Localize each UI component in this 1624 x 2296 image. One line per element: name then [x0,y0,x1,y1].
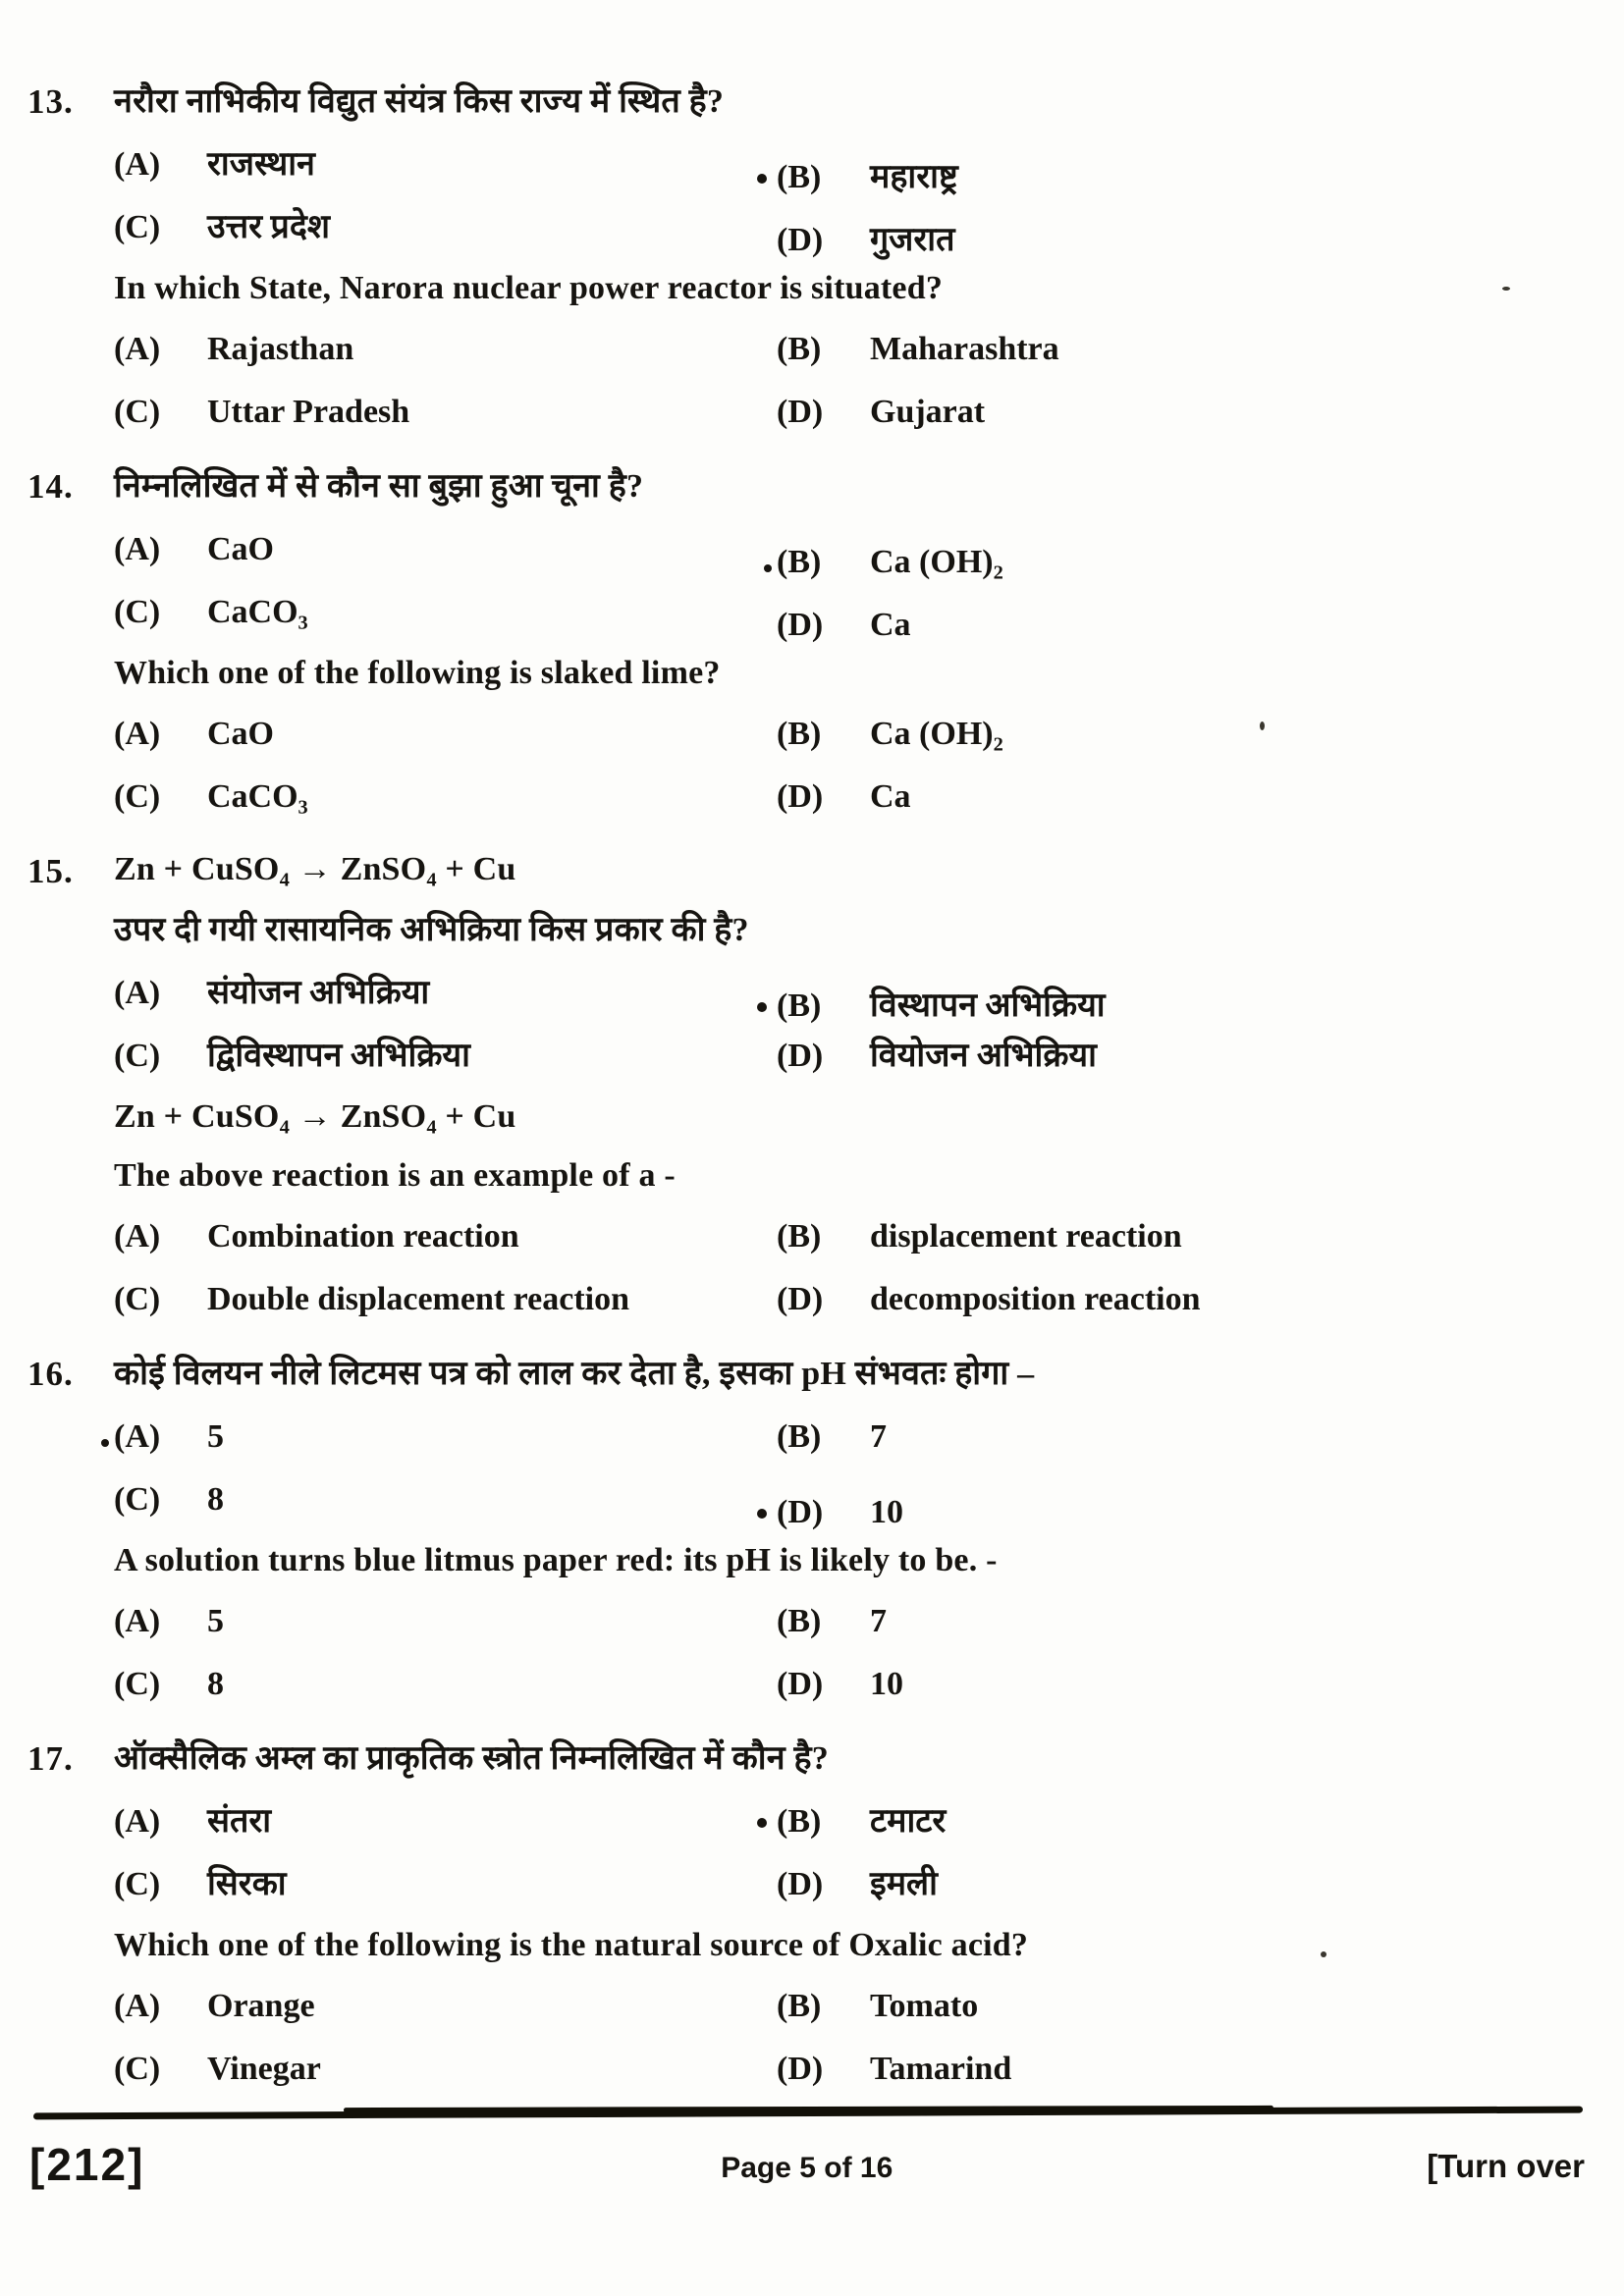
option-label: (C) [114,778,161,815]
chemical-equation: Zn + CuSO₄ → ZnSO₄ + Cu [114,1098,516,1135]
option-d-hindi [777,1037,1097,1076]
option-label: (C) [114,1666,161,1702]
option-label: (A) [114,1603,161,1639]
option-text: वियोजन अभिक्रिया [870,1038,1097,1074]
option-a-english [114,1602,777,1641]
question-13 [27,82,1598,455]
option-label: (C) [114,394,161,430]
option-label: (A) [114,975,161,1011]
question-number: 15. [27,852,74,890]
ink-dot [757,1509,767,1519]
options-row [114,530,1598,580]
option-c-hindi [114,1037,777,1076]
option-label: (B) [777,1418,822,1455]
option-text: सिरका [207,1866,287,1902]
option-text: Ca (OH)₂ [870,716,1003,752]
option-label: (B) [777,1603,822,1639]
option-label: (A) [114,1418,161,1455]
question-text-hindi: नरौरा नाभिकीय विद्युत संयंत्र किस राज्य में स्थित है? [114,83,725,120]
option-a-hindi [114,145,777,185]
options-row [114,1602,1598,1641]
option-label: (B) [777,1218,822,1255]
option-d-english [777,393,985,432]
option-text: राजस्थान [207,146,315,183]
ink-speck [1502,287,1510,291]
option-label: (C) [114,1038,161,1074]
option-label: (A) [114,331,161,367]
option-d-english [777,1280,1201,1319]
option-a-english [114,1217,777,1256]
option-b-english [777,1217,1182,1256]
option-label: (D) [777,1038,824,1074]
question-text-english: Which one of the following is slaked lime? [114,655,721,691]
question-text-english: A solution turns blue litmus paper red: its pH is likely to be. - [114,1542,998,1578]
option-text: 5 [207,1418,224,1455]
question-text-english: Which one of the following is the natural source of Oxalic acid? [114,1927,1029,1963]
options-row [114,330,1598,369]
option-a-english [114,330,777,369]
option-b-hindi [777,158,958,197]
option-label: (D) [777,1494,824,1530]
turn-over-label: [Turn over [1427,2148,1585,2184]
options-row [114,974,1598,1024]
option-c-hindi [114,1865,777,1904]
ink-dot [757,1818,767,1828]
option-text: 7 [870,1418,887,1455]
option-text: 10 [870,1666,903,1702]
option-label: (D) [777,2051,824,2087]
option-a-hindi [114,1802,777,1842]
option-text: टमाटर [870,1803,947,1840]
option-text: Rajasthan [207,331,354,367]
option-label: (C) [114,1481,161,1518]
question-list [27,82,1598,2124]
option-text: इमली [870,1866,938,1902]
question-text-hindi: कोई विलयन नीले लिटमस पत्र को लाल कर देता है, इसका pH संभवतः होगा – [114,1356,1035,1392]
option-label: (A) [114,1988,161,2024]
option-text: संयोजन अभिक्रिया [207,975,430,1011]
option-c-english [114,1665,777,1704]
option-label: (C) [114,2051,161,2087]
option-label: (A) [114,146,161,183]
option-label: (A) [114,1803,161,1840]
option-d-hindi [777,606,911,645]
question-number: 14. [27,467,74,506]
chemical-equation: Zn + CuSO₄ → ZnSO₄ + Cu [114,851,516,887]
option-b-hindi [777,1802,946,1842]
option-text: उत्तर प्रदेश [207,209,331,245]
option-d-english [777,2050,1011,2089]
options-row [114,1987,1598,2026]
option-c-english [114,1280,777,1319]
option-text: 8 [207,1666,224,1702]
option-text: Maharashtra [870,331,1059,367]
option-d-english [777,777,911,817]
option-b-english [777,330,1059,369]
option-label: (C) [114,209,161,245]
options-row [114,593,1598,643]
option-label: (A) [114,716,161,752]
option-text: Ca [870,607,911,643]
options-row [114,145,1598,195]
options-row [114,1802,1598,1842]
option-text: Combination reaction [207,1218,519,1255]
option-c-english [114,777,777,817]
question-text-hindi: निम्नलिखित में से कौन सा बुझा हुआ चूना है? [114,468,644,505]
options-row [114,1665,1598,1704]
ink-dot [101,1439,109,1447]
option-d-hindi [777,1493,903,1532]
option-label: (D) [777,1666,824,1702]
option-label: (B) [777,159,822,195]
option-label: (B) [777,331,822,367]
ink-speck [1260,721,1265,730]
option-text: Ca (OH)₂ [870,544,1003,580]
option-b-english [777,1602,887,1641]
option-b-hindi [777,987,1106,1026]
option-text: Vinegar [207,2051,321,2087]
option-text: विस्थापन अभिक्रिया [870,988,1106,1024]
question-number: 17. [27,1739,74,1778]
option-label: (D) [777,607,824,643]
ink-dot [764,564,772,572]
option-b-hindi [777,543,1003,582]
question-text-english: In which State, Narora nuclear power reactor is situated? [114,270,944,306]
option-text: गुजरात [870,222,955,258]
option-c-english [114,2050,777,2089]
options-row [114,1280,1598,1319]
option-text: Double displacement reaction [207,1281,630,1317]
question-number: 16. [27,1355,74,1393]
option-b-hindi [777,1417,887,1457]
options-row [114,1217,1598,1256]
ink-dot [757,1002,767,1012]
option-label: (D) [777,394,824,430]
option-a-hindi [114,974,777,1013]
option-text: 10 [870,1494,903,1530]
option-text: द्विविस्थापन अभिक्रिया [207,1038,470,1074]
option-c-hindi [114,593,777,632]
option-label: (C) [114,1281,161,1317]
options-row [114,1865,1598,1904]
option-text: Gujarat [870,394,986,430]
options-row [114,777,1598,817]
options-row [114,715,1598,754]
option-c-english [114,393,777,432]
options-row [114,1480,1598,1530]
question-17 [27,1739,1598,2112]
option-c-hindi [114,208,777,247]
option-d-hindi [777,221,954,260]
option-label: (C) [114,1866,161,1902]
option-text: 8 [207,1481,224,1518]
option-label: (D) [777,778,824,815]
option-text: Ca [870,778,911,815]
option-b-english [777,715,1003,754]
option-text: 5 [207,1603,224,1639]
question-number: 13. [27,82,74,121]
option-label: (B) [777,1988,822,2024]
option-a-english [114,715,777,754]
option-d-hindi [777,1865,938,1904]
option-text: संतरा [207,1803,272,1840]
option-text: CaO [207,716,274,752]
option-text: displacement reaction [870,1218,1182,1255]
option-text: Tamarind [870,2051,1012,2087]
option-d-english [777,1665,903,1704]
ink-dot [757,174,767,184]
options-row [114,393,1598,432]
option-text: CaO [207,531,274,567]
question-text-hindi: ऑक्सैलिक अम्ल का प्राकृतिक स्त्रोत निम्नलिखित में कौन है? [114,1740,830,1777]
option-text: Tomato [870,1988,979,2024]
option-c-hindi [114,1480,777,1520]
option-label: (D) [777,1866,824,1902]
option-label: (A) [114,1218,161,1255]
option-label: (B) [777,988,822,1024]
option-label: (A) [114,531,161,567]
option-label: (D) [777,1281,824,1317]
options-row [114,2050,1598,2089]
option-label: (D) [777,222,824,258]
paper-code: [212] [29,2139,145,2190]
option-text: 7 [870,1603,887,1639]
question-16 [27,1355,1598,1728]
options-row [114,1037,1598,1076]
option-text: Orange [207,1988,315,2024]
options-row [114,208,1598,258]
option-label: (B) [777,544,822,580]
option-label: (C) [114,594,161,630]
option-text: CaCO₃ [207,778,308,815]
option-a-english [114,1987,777,2026]
options-row [114,1417,1598,1457]
page-number: Page 5 of 16 [721,2152,893,2184]
option-text: महाराष्ट्र [870,159,958,195]
option-a-hindi [114,1417,777,1457]
option-label: (B) [777,716,822,752]
question-14 [27,467,1598,840]
option-b-english [777,1987,978,2026]
ink-speck [1321,1951,1326,1957]
question-text-english: The above reaction is an example of a - [114,1157,676,1194]
option-label: (B) [777,1803,822,1840]
option-a-hindi [114,530,777,569]
question-text-hindi: उपर दी गयी रासायनिक अभिक्रिया किस प्रकार की है? [114,912,749,948]
question-15 [27,852,1598,1343]
option-text: Uttar Pradesh [207,394,410,430]
option-text: CaCO₃ [207,594,308,630]
option-text: decomposition reaction [870,1281,1201,1317]
